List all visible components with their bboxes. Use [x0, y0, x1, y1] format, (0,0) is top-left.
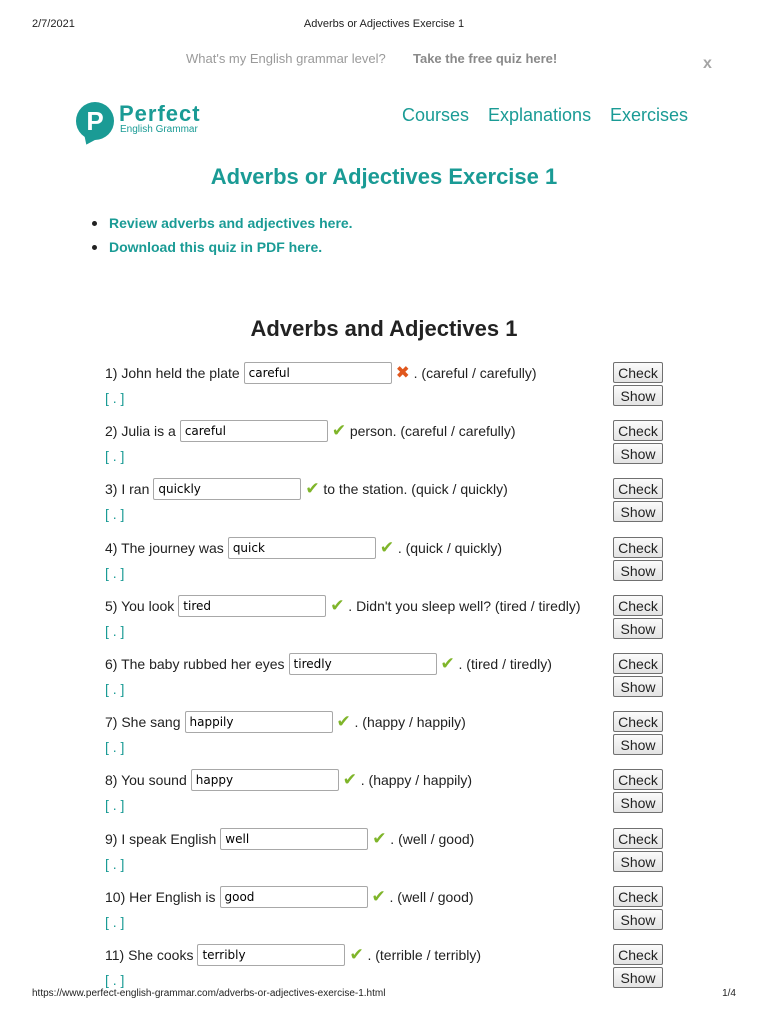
answer-reveal: [ . ]	[105, 797, 125, 813]
check-button[interactable]: Check	[613, 944, 663, 965]
question-prompt: 8) You sound	[105, 772, 187, 788]
question-row	[105, 420, 665, 478]
nav-exercises[interactable]: Exercises	[610, 105, 689, 125]
cross-mark-icon: ✖	[395, 363, 410, 382]
question-row	[105, 828, 665, 886]
question-line	[105, 944, 481, 970]
promo-banner	[0, 51, 768, 72]
question-prompt: 9) I speak English	[105, 831, 217, 847]
question-row	[105, 653, 665, 711]
show-button[interactable]: Show	[613, 618, 663, 639]
show-button[interactable]: Show	[613, 385, 663, 406]
check-mark-icon: ✔	[349, 945, 364, 964]
question-prompt: 4) The journey was	[105, 540, 224, 556]
answer-reveal: [ . ]	[105, 972, 125, 988]
review-link[interactable]: Review adverbs and adjectives here.	[89, 215, 353, 239]
question-prompt: 11) She cooks	[105, 947, 194, 963]
answer-reveal: [ . ]	[105, 739, 125, 755]
question-prompt: 1) John held the plate	[105, 365, 240, 381]
question-row	[105, 711, 665, 769]
check-mark-icon: ✔	[372, 829, 387, 848]
show-button[interactable]: Show	[613, 851, 663, 872]
nav-explanations[interactable]: Explanations	[488, 105, 592, 125]
check-button[interactable]: Check	[613, 769, 663, 790]
show-button[interactable]: Show	[613, 909, 663, 930]
answer-input[interactable]	[153, 478, 301, 500]
question-prompt: 2) Julia is a	[105, 423, 176, 439]
check-mark-icon: ✔	[440, 654, 455, 673]
answer-input[interactable]	[228, 537, 376, 559]
question-row	[105, 595, 665, 653]
logo-p-icon: P	[76, 102, 114, 140]
check-button[interactable]: Check	[613, 595, 663, 616]
show-button[interactable]: Show	[613, 792, 663, 813]
resource-links	[89, 215, 353, 263]
question-options: . Didn't you sleep well? (tired / tiredly)	[348, 598, 581, 614]
question-options: . (quick / quickly)	[397, 540, 503, 556]
question-options: person. (careful / carefully)	[349, 423, 516, 439]
check-button[interactable]: Check	[613, 420, 663, 441]
question-options: . (careful / carefully)	[413, 365, 537, 381]
check-mark-icon: ✔	[371, 887, 386, 906]
promo-question: What's my English grammar level?	[186, 51, 386, 66]
answer-reveal: [ . ]	[105, 914, 125, 930]
question-line	[105, 653, 552, 679]
answer-reveal: [ . ]	[105, 448, 125, 464]
print-header	[32, 18, 736, 32]
check-button[interactable]: Check	[613, 537, 663, 558]
nav-courses[interactable]: Courses	[402, 105, 470, 125]
question-row	[105, 362, 665, 420]
question-line	[105, 769, 472, 795]
print-doc-title: Adverbs or Adjectives Exercise 1	[303, 18, 465, 30]
question-options: . (happy / happily)	[360, 772, 473, 788]
question-line	[105, 362, 537, 388]
question-line	[105, 420, 516, 446]
check-button[interactable]: Check	[613, 653, 663, 674]
question-options: . (tired / tiredly)	[458, 656, 552, 672]
answer-reveal: [ . ]	[105, 681, 125, 697]
question-line	[105, 478, 508, 504]
question-line	[105, 537, 502, 563]
question-options: . (happy / happily)	[354, 714, 466, 730]
print-url: https://www.perfect-english-grammar.com/adverbs-or-adjectives-exercise-1.html	[32, 988, 386, 999]
question-row	[105, 769, 665, 827]
show-button[interactable]: Show	[613, 443, 663, 464]
answer-input[interactable]	[244, 362, 392, 384]
question-prompt: 6) The baby rubbed her eyes	[105, 656, 285, 672]
show-button[interactable]: Show	[613, 734, 663, 755]
check-mark-icon: ✔	[331, 421, 347, 440]
print-page-number: 1/4	[722, 988, 736, 999]
question-options: . (terrible / terribly)	[367, 947, 482, 963]
question-prompt: 7) She sang	[105, 714, 181, 730]
check-mark-icon: ✔	[330, 596, 345, 615]
close-icon[interactable]: x	[703, 55, 712, 72]
page-title: Adverbs or Adjectives Exercise 1	[210, 164, 558, 189]
show-button[interactable]: Show	[613, 560, 663, 581]
check-mark-icon: ✔	[305, 479, 320, 498]
logo-wordmark: Perfect	[119, 101, 201, 126]
check-button[interactable]: Check	[613, 362, 663, 383]
check-mark-icon: ✔	[379, 538, 395, 557]
print-footer	[32, 988, 736, 1002]
check-button[interactable]: Check	[613, 886, 663, 907]
question-options: to the station. (quick / quickly)	[323, 481, 508, 497]
question-prompt: 5) You look	[105, 598, 175, 614]
show-button[interactable]: Show	[613, 967, 663, 988]
answer-input[interactable]	[220, 886, 368, 908]
show-button[interactable]: Show	[613, 501, 663, 522]
question-options: . (well / good)	[390, 831, 475, 847]
question-row	[105, 886, 665, 944]
answer-reveal: [ . ]	[105, 506, 125, 522]
question-prompt: 3) I ran	[105, 481, 150, 497]
answer-input[interactable]	[185, 711, 333, 733]
check-button[interactable]: Check	[613, 828, 663, 849]
question-prompt: 10) Her English is	[105, 889, 216, 905]
answer-input[interactable]	[180, 420, 328, 442]
answer-reveal: [ . ]	[105, 623, 125, 639]
answer-input[interactable]	[289, 653, 437, 675]
answer-reveal: [ . ]	[105, 390, 125, 406]
logo-subtitle: English Grammar	[120, 124, 198, 135]
answer-reveal: [ . ]	[105, 856, 125, 872]
check-button[interactable]: Check	[613, 478, 663, 499]
check-button[interactable]: Check	[613, 711, 663, 732]
question-line	[105, 711, 466, 737]
answer-input[interactable]	[191, 769, 339, 791]
main-nav	[0, 105, 768, 127]
question-line	[105, 886, 474, 912]
download-pdf-link[interactable]: Download this quiz in PDF here.	[89, 239, 353, 263]
show-button[interactable]: Show	[613, 676, 663, 697]
question-options: . (well / good)	[389, 889, 474, 905]
exercise-title: Adverbs and Adjectives 1	[250, 316, 518, 341]
print-date: 2/7/2021	[32, 18, 75, 30]
answer-reveal: [ . ]	[105, 565, 125, 581]
question-line	[105, 828, 474, 854]
question-row	[105, 478, 665, 536]
check-mark-icon: ✔	[336, 712, 351, 731]
check-mark-icon: ✔	[342, 770, 357, 789]
answer-input[interactable]	[197, 944, 345, 966]
answer-input[interactable]	[220, 828, 368, 850]
question-line	[105, 595, 581, 621]
question-row	[105, 537, 665, 595]
answer-input[interactable]	[178, 595, 326, 617]
promo-quiz-link[interactable]: Take the free quiz here!	[413, 51, 558, 66]
